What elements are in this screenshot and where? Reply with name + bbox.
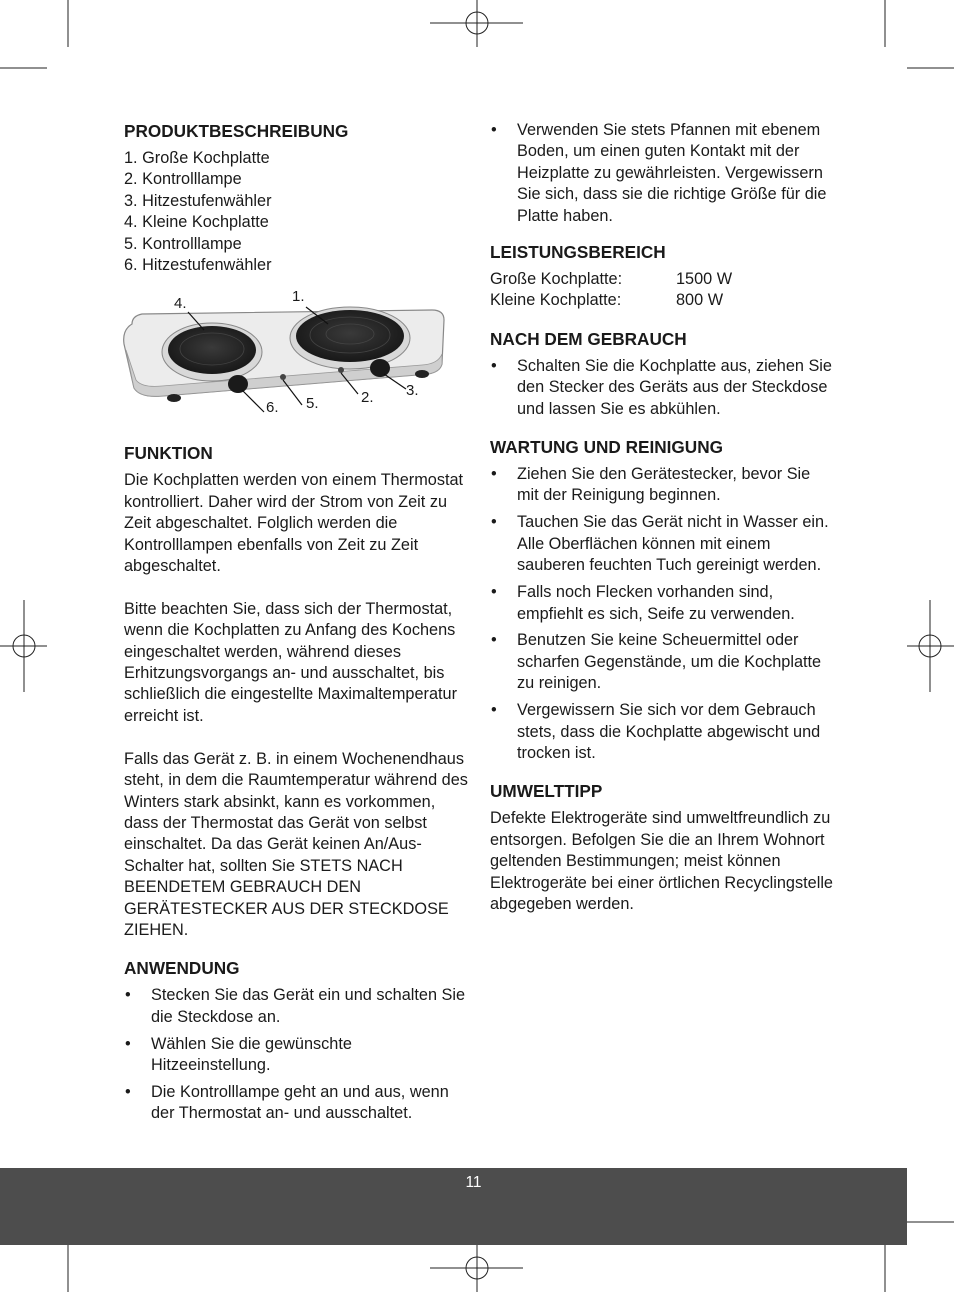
intro-list	[490, 120, 835, 227]
list-item: • Verwenden Sie stets Pfannen mit ebenem Boden, um einen guten Kontakt mit der Heizplatte zu gewährleisten. Vergewissern Sie sich, dass sie die richtige Größe für die Platte haben.	[490, 120, 835, 227]
spec-value: 1500 W	[676, 270, 733, 289]
list-item: • Benutzen Sie keine Scheuermittel oder scharfen Gegenstände, um die Kochplatte zu reinigen.	[490, 630, 835, 694]
section-funktion	[124, 442, 469, 941]
callout-4: 4.	[174, 295, 187, 313]
paragraph: Die Kochplatten werden von einem Thermostat kontrolliert. Daher wird der Strom von Zeit zu Zeit abgeschaltet. Folglich werden die Kontrolllampen ebenfalls von Zeit zu Zeit abgeschaltet.	[124, 471, 464, 576]
heading-wartung: WARTUNG UND REINIGUNG	[490, 437, 723, 458]
callout-3: 3.	[406, 382, 419, 400]
list-item: • Vergewissern Sie sich vor dem Gebrauch stets, dass die Kochplatte abgewischt und trocken ist.	[490, 700, 835, 764]
list-item: 6. Hitzestufenwähler	[124, 256, 272, 275]
paragraph: Falls das Gerät z. B. in einem Wochenendhaus steht, in dem die Raumtemperatur während des Winters stark absinkt, kann es vorkommen, dass der Thermostat das Gerät von selbst einschaltet. Da das Gerät keinen An/Aus-Schalter hat, sollten Sie STETS NACH BEENDETEM GEBRAUCH DEN GERÄTESTECKER AUS DER STECKDOSE ZIEHEN.	[124, 749, 468, 939]
anwendung-list	[124, 985, 469, 1124]
heading-anwendung: ANWENDUNG	[124, 958, 240, 979]
registration-mark-right	[907, 600, 954, 692]
parts-list	[124, 148, 469, 276]
list-item: • Falls noch Flecken vorhanden sind, empfiehlt es sich, Seife zu verwenden.	[490, 582, 835, 625]
list-item: 5. Kontrolllampe	[124, 234, 242, 253]
section-anwendung	[124, 957, 469, 1124]
heading-funktion: FUNKTION	[124, 443, 213, 464]
list-item: 3. Hitzestufenwähler	[124, 191, 272, 210]
registration-mark-top	[430, 0, 523, 47]
paragraph: Bitte beachten Sie, dass sich der Thermostat, wenn die Kochplatten zu Anfang des Kochens eingeschaltet werden, während dieses Erhitzungsvorgangs an- und ausschaltet, bis schließlich die eingestellte Maximaltemperatur erreicht ist.	[124, 599, 458, 725]
heading-leistungsbereich: LEISTUNGSBEREICH	[490, 242, 666, 263]
page-number: 11	[465, 1174, 482, 1191]
callout-1: 1.	[292, 288, 305, 306]
registration-mark-left	[0, 600, 47, 692]
list-item: 2. Kontrolllampe	[124, 170, 242, 189]
list-item: • Stecken Sie das Gerät ein und schalten Sie die Steckdose an.	[124, 985, 469, 1028]
spec-label: Kleine Kochplatte:	[490, 291, 622, 310]
nach-dem-gebrauch-list	[490, 356, 835, 420]
paragraph: Defekte Elektrogeräte sind umweltfreundlich zu entsorgen. Befolgen Sie die an Ihrem Wohnort geltenden Bestimmungen; meist können Elektrogeräte bei einer örtlichen Recyclingstelle abgegeben werden.	[490, 809, 833, 913]
spec-value: 800 W	[676, 291, 724, 310]
callout-5: 5.	[306, 395, 319, 413]
section-produktbeschreibung	[124, 120, 469, 276]
list-item: 4. Kleine Kochplatte	[124, 213, 269, 232]
section-wartung	[490, 436, 835, 764]
section-nach-dem-gebrauch	[490, 328, 835, 420]
section-intro	[490, 120, 835, 227]
list-item: • Schalten Sie die Kochplatte aus, ziehen Sie den Stecker des Geräts aus der Steckdose und lassen Sie es abkühlen.	[490, 356, 835, 420]
heading-nach-dem-gebrauch: NACH DEM GEBRAUCH	[490, 328, 687, 349]
section-umwelttipp	[490, 780, 835, 915]
left-column	[124, 120, 469, 1141]
callout-6: 6.	[266, 399, 279, 417]
list-item: • Ziehen Sie den Gerätestecker, bevor Sie mit der Reinigung beginnen.	[490, 464, 835, 507]
callout-2: 2.	[361, 389, 374, 407]
list-item: • Wählen Sie die gewünschte Hitzeeinstellung.	[124, 1034, 469, 1077]
list-item: • Tauchen Sie das Gerät nicht in Wasser ein. Alle Oberflächen können mit einem sauberen feuchten Tuch gereinigt werden.	[490, 512, 835, 576]
list-item: • Die Kontrolllampe geht an und aus, wenn der Thermostat an- und ausschaltet.	[124, 1082, 469, 1125]
heading-produktbeschreibung: PRODUKTBESCHREIBUNG	[124, 121, 349, 141]
right-column	[490, 120, 835, 931]
spec-label: Große Kochplatte:	[490, 270, 623, 289]
hotplate-illustration	[122, 288, 452, 424]
wartung-list	[490, 464, 835, 764]
list-item: 1. Große Kochplatte	[124, 149, 270, 167]
registration-mark-bottom	[430, 1245, 523, 1292]
spec-row	[490, 269, 835, 290]
spec-row	[490, 290, 835, 311]
section-leistungsbereich	[490, 241, 835, 312]
heading-umwelttipp: UMWELTTIPP	[490, 781, 603, 802]
